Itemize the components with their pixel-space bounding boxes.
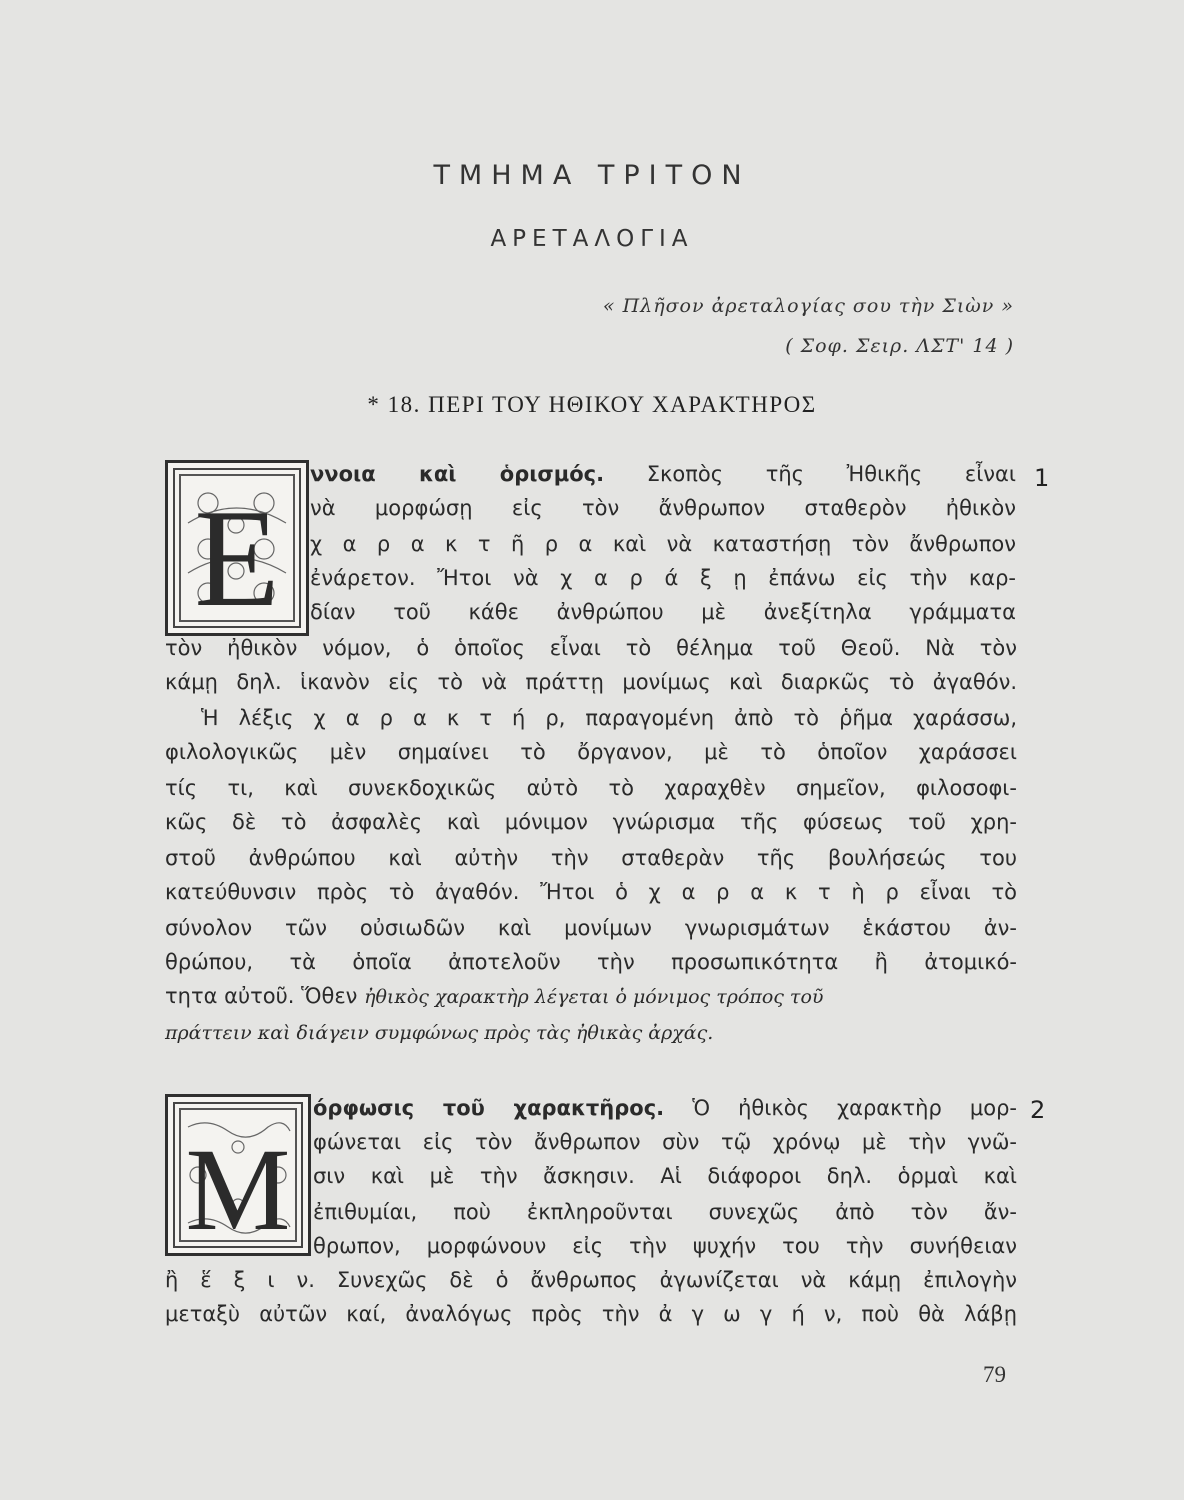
p2-line-3: σιν καὶ μὲ τὴν ἄσκησιν. Αἱ διάφοροι δηλ. ὁρμαὶ καὶ	[313, 1164, 1017, 1188]
p1-line-5: δίαν τοῦ κάθε ἀνθρώπου μὲ ἀνεξίτηλα γράμματα	[310, 600, 1016, 624]
ornament-icon	[168, 463, 306, 633]
p2-line-4: ἐπιθυμίαι, ποὺ ἐκπληροῦνται συνεχῶς ἀπὸ τὸν ἄν-	[313, 1200, 1017, 1224]
p1-line-4: ἐνάρετον. Ἤτοι νὰ χ α ρ ά ξ ῃ ἐπάνω εἰς τὴν καρ-	[310, 566, 1016, 590]
section-subtitle: ΑΡΕΤΑΛΟΓΙΑ	[490, 226, 694, 252]
p1-line-1: ννοια καὶ ὁρισμός. Σκοπὸς τῆς Ἠθικῆς εἶναι	[310, 462, 1016, 486]
page-number: 79	[983, 1362, 1006, 1387]
p1-body-4: κῶς δὲ τὸ ἀσφαλὲς καὶ μόνιμον γνώρισμα τῆς φύσεως τοῦ χρη-	[165, 810, 1017, 834]
paragraph-number-1: 1	[1034, 464, 1050, 492]
p1-line-2: νὰ μορφώσῃ εἰς τὸν ἄνθρωπον σταθερὸν ἠθικὸν	[310, 496, 1016, 520]
p2-line-6: ἢ ἕ ξ ι ν. Συνεχῶς δὲ ὁ ἄνθρωπος ἀγωνίζεται νὰ κάμῃ ἐπιλογὴν	[165, 1268, 1017, 1292]
section-title: ΤΜΗΜΑ ΤΡΙΤΟΝ	[433, 160, 751, 191]
p1-body-6: κατεύθυνσιν πρὸς τὸ ἀγαθόν. Ἤτοι ὁ χ α ρ α κ τ ὴ ρ εἶναι τὸ	[165, 880, 1017, 904]
ornament-icon	[168, 1097, 308, 1253]
epigraph-source: ( Σοφ. Σειρ. ΛΣΤ' 14 )	[785, 335, 1014, 357]
dropcap-e	[165, 460, 309, 636]
p1-body-2: φιλολογικῶς μὲν σημαίνει τὸ ὄργανον, μὲ τὸ ὁποῖον χαράσσει	[165, 740, 1017, 764]
p2-line-1: όρφωσις τοῦ χαρακτῆρος. Ὁ ἠθικὸς χαρακτὴρ μορ-	[313, 1096, 1017, 1120]
p1-body-7: σύνολον τῶν οὐσιωδῶν καὶ μονίμων γνωρισμάτων ἑκάστου ἀν-	[165, 916, 1017, 940]
dropcap-m-letter: M	[185, 1124, 291, 1253]
p2-line-2: φώνεται εἰς τὸν ἄνθρωπον σὺν τῷ χρόνῳ μὲ τὴν γνῶ-	[313, 1130, 1017, 1154]
p1-body-9	[165, 984, 1017, 1008]
p1-body-1: Ἡ λέξις χ α ρ α κ τ ή ρ, παραγομένη ἀπὸ τὸ ῥῆμα χαράσσω,	[201, 706, 1017, 730]
dropcap-m	[165, 1094, 311, 1256]
p1-body-10: πράττειν καὶ διάγειν συμφώνως πρὸς τὰς ἠθικὰς ἀρχάς.	[165, 1022, 714, 1044]
chapter-heading: * 18. ΠΕΡΙ ΤΟΥ ΗΘΙΚΟΥ ΧΑΡΑΚΤΗΡΟΣ	[367, 392, 817, 417]
p1-body-3: τίς τι, καὶ συνεκδοχικῶς αὐτὸ τὸ χαραχθὲν σημεῖον, φιλοσοφι-	[165, 776, 1017, 800]
p1-line-3: χ α ρ α κ τ ῆ ρ α καὶ νὰ καταστήσῃ τὸν ἄνθρωπον	[310, 532, 1016, 556]
p1-body-5: στοῦ ἀνθρώπου καὶ αὐτὴν τὴν σταθερὰν τῆς βουλήσεώς του	[165, 846, 1017, 870]
p1-line-7: κάμῃ δηλ. ἱκανὸν εἰς τὸ νὰ πράττῃ μονίμως καὶ διαρκῶς τὸ ἀγαθόν.	[165, 670, 1017, 694]
p2-line-7: μεταξὺ αὐτῶν καί, ἀναλόγως πρὸς τὴν ἀ γ ω γ ή ν, ποὺ θὰ λάβῃ	[165, 1302, 1017, 1326]
dropcap-e-letter: E	[194, 481, 280, 633]
p2-line-5: θρωπον, μορφώνουν εἰς τὴν ψυχήν του τὴν συνήθειαν	[313, 1234, 1017, 1258]
p1-body-8: θρώπου, τὰ ὁποῖα ἀποτελοῦν τὴν προσωπικότητα ἢ ἀτομικό-	[165, 950, 1017, 974]
paragraph-number-2: 2	[1030, 1096, 1046, 1124]
epigraph-quote: « Πλῆσον ἀρεταλογίας σου τὴν Σιὼν »	[602, 295, 1014, 317]
p1-lead-phrase: ννοια καὶ ὁρισμός.	[310, 462, 605, 486]
p1-body-9-italic: ἠθικὸς χαρακτὴρ λέγεται ὁ μόνιμος τρόπος τοῦ	[364, 986, 824, 1008]
p1-body-9-plain: τητα αὐτοῦ. Ὅθεν	[165, 984, 365, 1008]
p2-lead-phrase: όρφωσις τοῦ χαρακτῆρος.	[313, 1096, 665, 1120]
p1-line-6: τὸν ἠθικὸν νόμον, ὁ ὁποῖος εἶναι τὸ θέλημα τοῦ Θεοῦ. Νὰ τὸν	[165, 636, 1017, 660]
epigraph	[603, 286, 1014, 366]
